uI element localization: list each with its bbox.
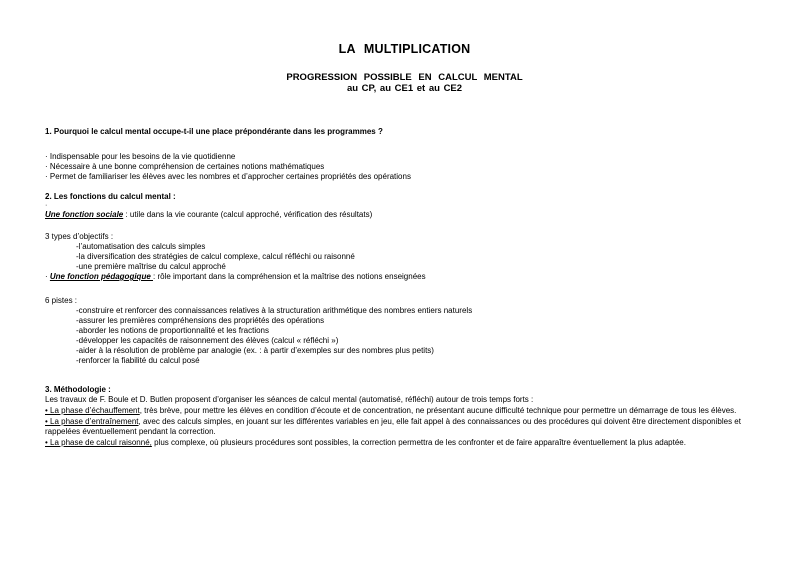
section-1-heading: 1. Pourquoi le calcul mental occupe-t-il une place prépondérante dans les programmes ? — [45, 127, 383, 136]
document-subtitle: PROGRESSION POSSIBLE EN CALCUL MENTAL — [286, 72, 523, 83]
phase-paragraph — [45, 417, 764, 437]
section-3-heading: 3. Méthodologie : — [45, 385, 111, 394]
phase-text: plus complexe, où plusieurs procédures sont possibles, la correction permettra de les confronter et de faire apparaître éventuellement la plus adaptée. — [151, 438, 686, 447]
phase-term: • La phase d’échauffement — [45, 406, 140, 415]
phase-paragraph — [45, 406, 764, 416]
phase-term: • La phase d’entraînement — [45, 417, 139, 426]
section-2-heading: 2. Les fonctions du calcul mental : — [45, 192, 176, 201]
bullet-line: · Permet de familiariser les élèves avec les nombres et d’approcher certaines propriétés des opérations — [45, 172, 411, 181]
bullet-line: · Indispensable pour les besoins de la vie quotidienne — [45, 152, 236, 161]
phase-text: , avec des calculs simples, en jouant sur les différentes variables en jeu, elle fait appel à des connaissances ou des procédures qui doivent être directement disponibles et rappelées éventuellement pendant la correction. — [45, 417, 741, 436]
document-subtitle-line2: au CP, au CE1 et au CE2 — [346, 83, 463, 94]
pistes-intro: 6 pistes : — [45, 296, 78, 305]
pistes-list — [45, 306, 764, 366]
social-function-line — [45, 210, 764, 220]
pedagogic-bullet: · — [45, 272, 50, 281]
methodology-intro: Les travaux de F. Boule et D. Butlen proposent d’organiser les séances de calcul mental (automatisé, réfléchi) autour de trois temps forts : — [45, 395, 534, 404]
objective-item: -la diversification des stratégies de calcul complexe, calcul réfléchi ou raisonné — [76, 252, 355, 261]
section-1-bullet-list — [45, 152, 764, 182]
stray-dot: · — [45, 202, 48, 209]
bullet-line: · Nécessaire à une bonne compréhension de certaines notions mathématiques — [45, 162, 325, 171]
objective-item: -l’automatisation des calculs simples — [76, 242, 206, 251]
piste-item: -aider à la résolution de problème par analogie (ex. : à partir d’exemples sur des nombres plus petits) — [76, 346, 434, 355]
piste-item: -aborder les notions de proportionnalité et les fractions — [76, 326, 269, 335]
phase-paragraph — [45, 438, 764, 448]
phase-term: • La phase de calcul raisonné, — [45, 438, 152, 447]
pedagogic-function-line — [45, 272, 764, 282]
piste-item: -assurer les premières compréhensions des propriétés des opérations — [76, 316, 325, 325]
document-title: LA MULTIPLICATION — [338, 42, 471, 56]
piste-item: -renforcer la fiabilité du calcul posé — [76, 356, 200, 365]
pedagogic-function-term: Une fonction pédagogique — [49, 272, 153, 281]
social-function-term: Une fonction sociale — [45, 210, 124, 219]
phase-text: , très brève, pour mettre les élèves en condition d’écoute et de concentration, ne présentant aucune difficulté technique pour permettre un démarrage de tous les élèves. — [139, 406, 737, 415]
piste-item: -développer les capacités de raisonnement des élèves (calcul « réfléchi ») — [76, 336, 339, 345]
piste-item: -construire et renforcer des connaissances relatives à la structuration arithmétique des nombres entiers naturels — [76, 306, 473, 315]
objectives-intro: 3 types d’objectifs : — [45, 232, 114, 241]
pedagogic-function-text: : rôle important dans la compréhension et la maîtrise des notions enseignées — [153, 272, 426, 281]
objectives-list — [45, 242, 764, 272]
social-function-text: : utile dans la vie courante (calcul approché, vérification des résultats) — [123, 210, 373, 219]
objective-item: -une première maîtrise du calcul approché — [76, 262, 226, 271]
